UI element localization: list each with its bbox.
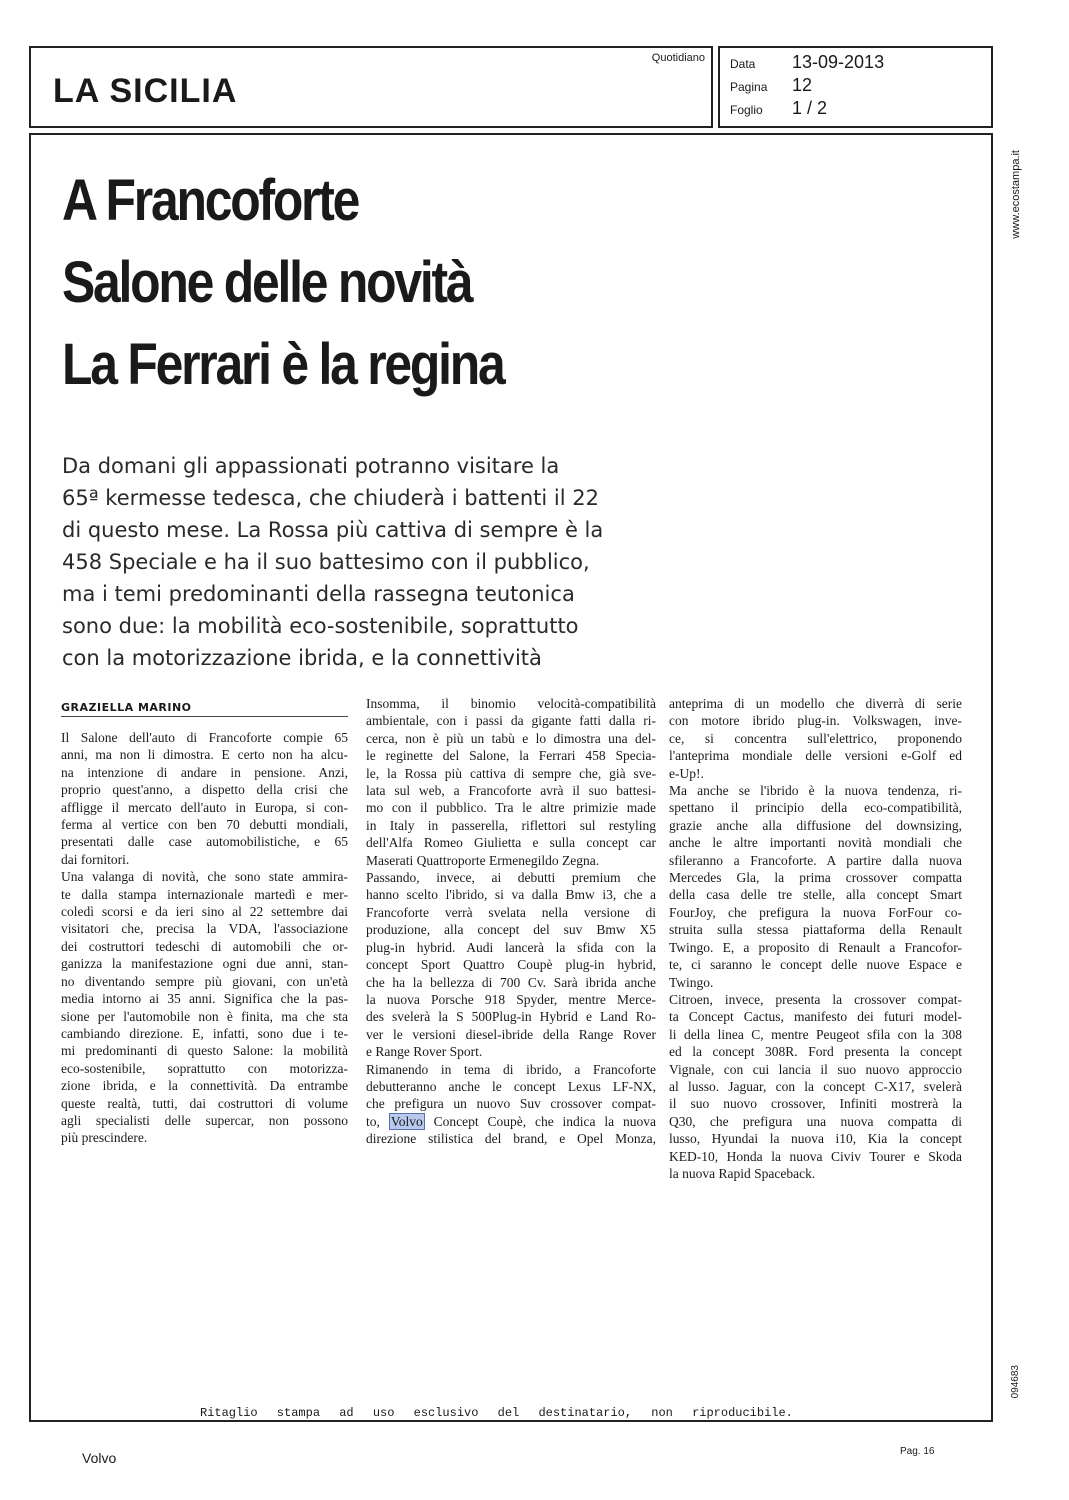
article-line: direzione stilistica del brand, e Opel Monza, (366, 1131, 656, 1147)
article-line: dei costruttori tedeschi di automobili che or- (61, 938, 348, 954)
meta-sheet-row (730, 98, 827, 119)
article-line: coledì scorsi e da ieri sino al 22 settembre dai (61, 904, 348, 920)
article-line: presentati dalle case automobilistiche, e 65 (61, 834, 348, 850)
article-line: proprio quest'anno, a dispetto della crisi che (61, 782, 348, 798)
article-line: le reginette del Salone, la Ferrari 458 Specia- (366, 748, 656, 764)
article-line: Twingo. (669, 974, 714, 990)
copyright-note: Ritaglio stampa ad uso esclusivo del destinatario, non riproducibile. (200, 1406, 793, 1420)
article-line: media intorno ai 35 anni. Significa che la pas- (61, 991, 348, 1007)
article-line: grazie anche alla diffusione del downsizing, (669, 817, 962, 833)
article-line: Insomma, il binomio velocità-compatibilità (366, 696, 656, 711)
article-line: agli specialisti delle supercar, non possono (61, 1112, 348, 1128)
metadata-box (718, 46, 993, 128)
article-headline (62, 160, 612, 406)
article-line: al lusso. Jaguar, con la concept C-X17, svelerà (669, 1078, 962, 1094)
article-line: e-Up!. (669, 765, 704, 781)
article-line: Mercedes Gla, la prima crossover compatta (669, 870, 962, 886)
masthead-box (29, 46, 713, 128)
meta-date-row (730, 52, 884, 73)
article-line: le, la Rossa più cattiva di sempre che, già sve- (366, 765, 656, 781)
article-line: che prefigura un nuovo Suv crossover compat- (366, 1096, 656, 1112)
article-line: Francoforte verrà svelata nella versione di (366, 904, 656, 920)
article-line: dell'Alfa Romeo Giulietta e sulla concept car (366, 835, 656, 851)
article-line: mo con il pubblico. Tra le altre primizie made (366, 800, 656, 816)
article-line: Twingo. E, a proposito di Renault a Francofor- (669, 939, 962, 955)
article-line: Vignale, con cui lancia il suo nuovo approccio (669, 1061, 962, 1077)
newspaper-masthead: LA SICILIA (53, 72, 238, 110)
article-line: te, ci saranno le concept delle nuove Espace e (669, 957, 962, 973)
page-value: 12 (792, 75, 813, 95)
article-line: eco-sostenibile, soprattutto con motorizza- (61, 1060, 348, 1076)
article-line: anni, ma non li dimostra. E certo non ha alcu- (61, 747, 348, 763)
article-line: KED-10, Honda la nuova Civiv Tourer e Skoda (669, 1148, 962, 1164)
side-code: 094683 (1010, 1365, 1021, 1399)
article-line: struita sulla stessa piattaforma della Renault (669, 922, 962, 938)
article-line: hanno scelto l'ibrido, si va dalla Bmw i3, che a (366, 887, 656, 903)
article-line: produzione, alla concept del suv Bmw X5 (366, 922, 656, 938)
article-line: Passando, invece, ai debutti premium che (366, 870, 656, 886)
article-line: l'anteprima mondiale delle versioni e-Golf ed (669, 748, 962, 764)
article-line: della casa delle tre stelle, alla concept Smart (669, 887, 962, 903)
article-line: la nuova Porsche 918 Spyder, mentre Merce- (366, 991, 656, 1007)
article-line: mi predominanti di questo Salone: la mobilità (61, 1043, 348, 1059)
article-line-highlight (366, 1113, 656, 1130)
article-line: spettano il principio della eco-compatibilità, (669, 800, 962, 816)
article-line: la nuova Rapid Spaceback. (669, 1165, 816, 1181)
date-label: Data (730, 57, 756, 71)
article-line: e Range Rover Sport. (366, 1044, 483, 1060)
article-line: na intenzione di andare in pensione. Anzi, (61, 764, 348, 780)
page-number: Pag. 16 (900, 1446, 935, 1457)
article-line: ganizza la manifestazione ogni due anni, stan- (61, 956, 348, 972)
article-subhead (62, 450, 682, 674)
side-url: www.ecostampa.it (1010, 150, 1022, 239)
article-line: affligge il mercato dell'auto in Europa, si con- (61, 799, 348, 815)
article-column-1 (61, 729, 348, 1147)
article-line: con motore ibrido plug-in. Volkswagen, inve- (669, 713, 962, 729)
highlight-prefix: to, (366, 1113, 389, 1129)
highlight-suffix: Concept Coupè, che indica la nuova (424, 1113, 656, 1129)
subhead-line: 65ª kermesse tedesca, che chiuderà i battenti il 22 (62, 486, 599, 510)
article-line: no diventando sempre più giovani, con un'età (61, 973, 348, 989)
article-line: des svelerà la S 500Plug-in Hybrid e Land Ro- (366, 1009, 656, 1025)
article-line: anteprima di un modello che diverrà di serie (669, 696, 962, 711)
sheet-value: 1 / 2 (792, 98, 828, 118)
article-line: visitatori che, precisa la VDA, l'associazione (61, 921, 348, 937)
article-line: che ha la bellezza di 700 Cv. Sarà ibrida anche (366, 974, 656, 990)
headline-line: Salone delle novità (62, 250, 472, 315)
article-line: sione per l'automobile non è finita, ma che sta (61, 1008, 348, 1024)
keyword-label: Volvo (82, 1450, 117, 1466)
article-line: te dalla stampa internazionale martedì e mer- (61, 886, 348, 902)
article-line: ta Concept Cactus, manifesto dei futuri model- (669, 1009, 962, 1025)
article-column-3 (669, 695, 962, 1182)
subhead-line: di questo mese. La Rossa più cattiva di sempre è la (62, 518, 604, 542)
article-line: più prescindere. (61, 1130, 148, 1146)
article-line: sfileranno a Francoforte. A partire dalla nuova (669, 852, 962, 868)
highlighted-keyword: Volvo (390, 1113, 423, 1129)
byline-divider (61, 716, 348, 717)
article-line: il suo nuovo crossover, Infiniti mostrerà la (669, 1096, 962, 1112)
article-line: debutteranno anche le concept Lexus LF-NX, (366, 1078, 656, 1094)
article-line: ferma al vertice con ben 70 debutti mondiali, (61, 817, 348, 833)
sheet-label: Foglio (730, 103, 763, 117)
article-line: ed la concept 308R. Ford presenta la concept (669, 1044, 962, 1060)
article-line: cambiando direzione. E, infatti, sono due i te- (61, 1025, 348, 1041)
article-line: concept Sport Quattro Coupè plug-in hybrid, (366, 957, 656, 973)
byline: GRAZIELLA MARINO (61, 701, 192, 714)
article-line: ver le versioni diesel-ibride della Range Rover (366, 1026, 656, 1042)
article-line: lusso, Hyundai la nuova i10, Kia la concept (669, 1131, 962, 1147)
article-line: ambientale, con i passi da gigante fatti dalla ri- (366, 713, 656, 729)
article-line: zione ibrida, e la connettività. Da entrambe (61, 1078, 348, 1094)
meta-page-row (730, 75, 812, 96)
article-line: queste realtà, tutti, dai costruttori di volume (61, 1095, 348, 1111)
article-line: Il Salone dell'auto di Francoforte compie 65 (61, 730, 348, 745)
page-label: Pagina (730, 80, 768, 94)
article-line: cerca, non è più un tabù e lo dimostra una del- (366, 730, 656, 746)
subhead-line: 458 Speciale e ha il suo battesimo con il pubblico, (62, 550, 590, 574)
article-line: ce, si concentra sull'elettrico, proponendo (669, 730, 962, 746)
article-line: in Italy in passerella, riflettori sul restyling (366, 817, 656, 833)
headline-line: La Ferrari è la regina (62, 332, 504, 397)
article-line: plug-in hybrid. Audi lancerà la sfida con la (366, 939, 656, 955)
article-line: li della linea C, mentre Peugeot sfila con la 308 (669, 1026, 962, 1042)
frequency-label: Quotidiano (651, 52, 705, 64)
article-line: Rimanendo in tema di ibrido, a Francoforte (366, 1061, 656, 1077)
subhead-line: sono due: la mobilità eco-sostenibile, soprattutto (62, 614, 579, 638)
article-line: anche le altre importanti novità mondiali che (669, 835, 962, 851)
subhead-line: ma i temi predominanti della rassegna teutonica (62, 582, 575, 606)
date-value: 13-09-2013 (792, 52, 885, 72)
subhead-line: Da domani gli appassionati potranno visitare la (62, 454, 560, 478)
article-line: Citroen, invece, presenta la crossover compat- (669, 991, 962, 1007)
article-line: dai fornitori. (61, 851, 130, 867)
article-line: Ma anche se l'ibrido è la nuova tendenza, ri- (669, 783, 962, 799)
headline-line: A Francoforte (62, 168, 359, 233)
article-line: lata sul web, a Francoforte avrà il suo battesi- (366, 783, 656, 799)
article-line: Q30, che prefigura una nuova compatta di (669, 1113, 962, 1129)
article-line: Maserati Quattroporte Ermenegildo Zegna. (366, 852, 600, 868)
subhead-line: con la motorizzazione ibrida, e la connettività (62, 646, 542, 670)
article-line: FourJoy, che prefigura la nuova ForFour co- (669, 904, 962, 920)
article-column-2 (366, 695, 656, 1148)
article-line: Una valanga di novità, che sono state ammira- (61, 869, 348, 885)
